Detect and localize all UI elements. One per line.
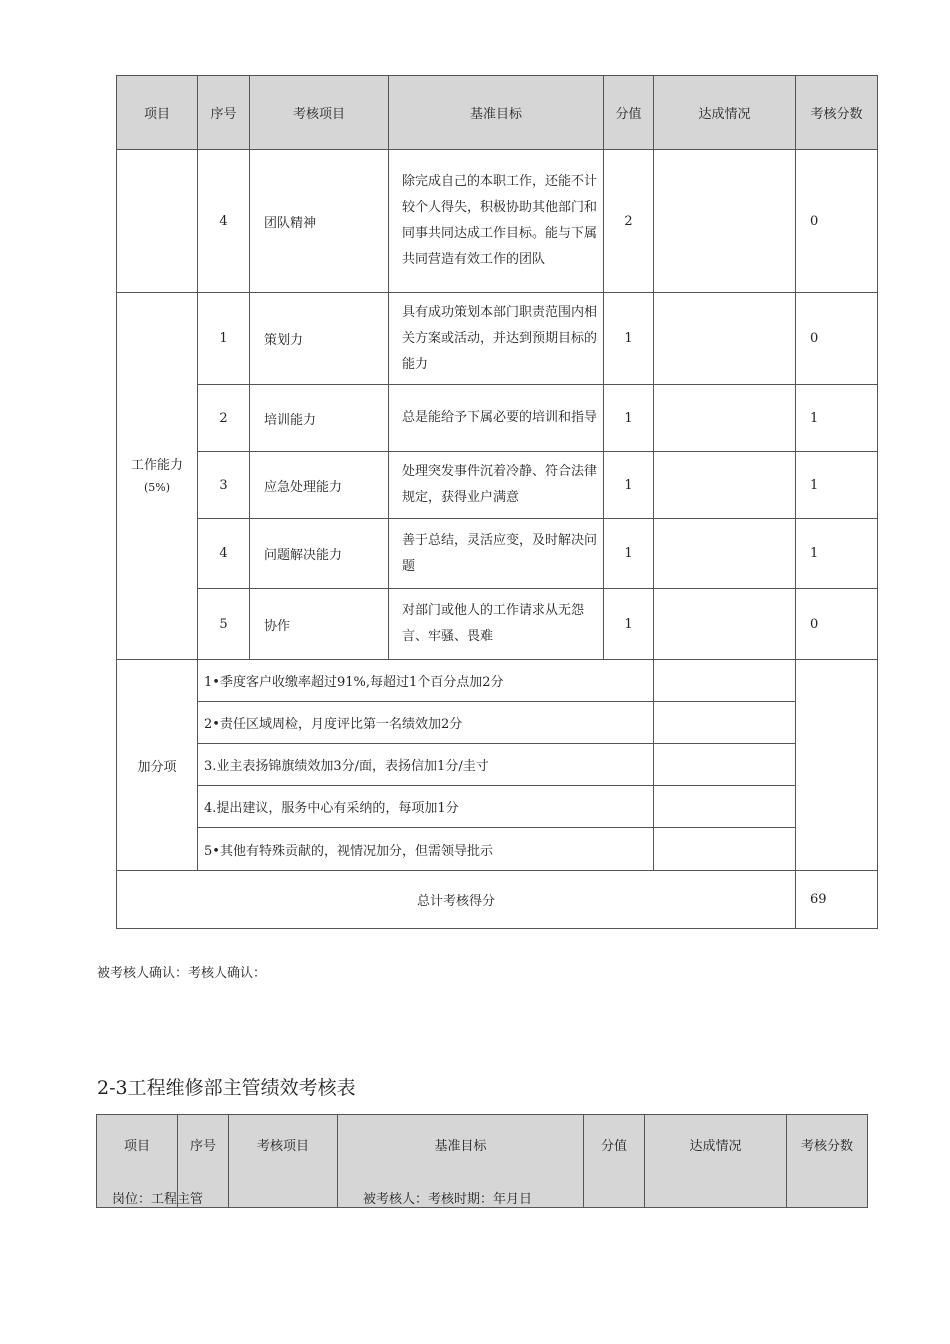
row-standard: 对部门或他人的工作请求从无怨言、牢骚、畏难 — [389, 589, 604, 660]
row-number: 3 — [198, 452, 250, 519]
bonus-category: 加分项 — [117, 660, 198, 871]
row-achievement — [654, 452, 796, 519]
bonus-item: 2•责任区域周检，月度评比第一名绩效加2分 — [198, 702, 654, 744]
row-number: 2 — [198, 385, 250, 452]
ability-weight-label: (5%) — [143, 481, 171, 494]
row-score: 1 — [796, 519, 878, 589]
total-label: 总计考核得分 — [117, 871, 796, 929]
bonus-row — [117, 660, 878, 702]
header-item: 考核项目 — [250, 76, 389, 150]
bonus-achievement — [654, 660, 796, 702]
header-standard: 基准目标 — [389, 76, 604, 150]
row-achievement — [654, 589, 796, 660]
row-value: 1 — [604, 385, 654, 452]
row-item: 团队精神 — [250, 150, 389, 293]
table-row — [117, 519, 878, 589]
section-title: 2-3工程维修部主管绩效考核表 — [97, 1077, 356, 1099]
row-achievement — [654, 293, 796, 385]
row-standard: 除完成自己的本职工作，还能不计较个人得失，积极协助其他部门和同事共同达成工作目标。能与下属共同营造有效工作的团队 — [389, 150, 604, 293]
row-number: 4 — [198, 519, 250, 589]
ability-category-cell — [117, 293, 198, 660]
bonus-row — [117, 744, 878, 786]
header-category: 项目 — [97, 1115, 178, 1208]
row-standard: 总是能给予下属必要的培训和指导 — [389, 385, 604, 452]
row-number: 5 — [198, 589, 250, 660]
bonus-item: 5•其他有特殊贡献的，视情况加分，但需领导批示 — [198, 828, 654, 871]
bonus-row — [117, 828, 878, 871]
row-achievement — [654, 150, 796, 293]
row-value: 2 — [604, 150, 654, 293]
row-standard: 处理突发事件沉着冷静、符合法律规定，获得业户满意 — [389, 452, 604, 519]
row-standard: 具有成功策划本部门职责范围内相关方案或活动，并达到预期目标的能力 — [389, 293, 604, 385]
appraisee-period-info: 被考核人：考核时期：年月日 — [363, 1192, 533, 1207]
total-row — [117, 871, 878, 929]
bonus-item: 4.提出建议，服务中心有采纳的，每项加1分 — [198, 786, 654, 828]
row-standard: 善于总结，灵活应变，及时解决问题 — [389, 519, 604, 589]
row-value: 1 — [604, 589, 654, 660]
row-score: 0 — [796, 589, 878, 660]
bonus-achievement — [654, 702, 796, 744]
header-score: 考核分数 — [796, 76, 878, 150]
bonus-achievement — [654, 828, 796, 871]
row-item: 培训能力 — [250, 385, 389, 452]
row-value: 1 — [604, 452, 654, 519]
row-number: 4 — [198, 150, 250, 293]
header-achievement: 达成情况 — [645, 1115, 787, 1208]
row-achievement — [654, 519, 796, 589]
row-score: 0 — [796, 150, 878, 293]
bonus-item: 1•季度客户收缴率超过91%,每超过1个百分点加2分 — [198, 660, 654, 702]
row-item: 问题解决能力 — [250, 519, 389, 589]
bonus-score — [796, 660, 878, 871]
row-achievement — [654, 385, 796, 452]
total-score: 69 — [796, 871, 878, 929]
row-item: 应急处理能力 — [250, 452, 389, 519]
confirmation-line: 被考核人确认：考核人确认： — [97, 966, 267, 981]
header-score: 考核分数 — [787, 1115, 868, 1208]
row-value: 1 — [604, 519, 654, 589]
table-row — [117, 452, 878, 519]
bonus-achievement — [654, 786, 796, 828]
table-row — [117, 589, 878, 660]
table-header-row — [117, 76, 878, 150]
header-standard: 基准目标 — [338, 1115, 584, 1208]
position-info: 岗位：工程主管 — [112, 1192, 204, 1207]
appraisal-table — [116, 75, 878, 929]
bonus-row — [117, 702, 878, 744]
bonus-achievement — [654, 744, 796, 786]
header-value: 分值 — [584, 1115, 645, 1208]
header-category: 项目 — [117, 76, 198, 150]
table-row — [117, 385, 878, 452]
header-value: 分值 — [604, 76, 654, 150]
row-value: 1 — [604, 293, 654, 385]
table-row — [117, 293, 878, 385]
table-row — [117, 150, 878, 293]
header-number: 序号 — [198, 76, 250, 150]
row-number: 1 — [198, 293, 250, 385]
row-score: 1 — [796, 452, 878, 519]
ability-category-label: 工作能力 — [130, 458, 183, 473]
row-score: 1 — [796, 385, 878, 452]
row-score: 0 — [796, 293, 878, 385]
bonus-row — [117, 786, 878, 828]
header-item: 考核项目 — [229, 1115, 338, 1208]
row-item: 协作 — [250, 589, 389, 660]
header-number: 序号 — [178, 1115, 229, 1208]
category-cell-empty — [117, 150, 198, 293]
header-achievement: 达成情况 — [654, 76, 796, 150]
bonus-item: 3.业主表扬锦旗绩效加3分/面，表扬信加1分/圭寸 — [198, 744, 654, 786]
row-item: 策划力 — [250, 293, 389, 385]
